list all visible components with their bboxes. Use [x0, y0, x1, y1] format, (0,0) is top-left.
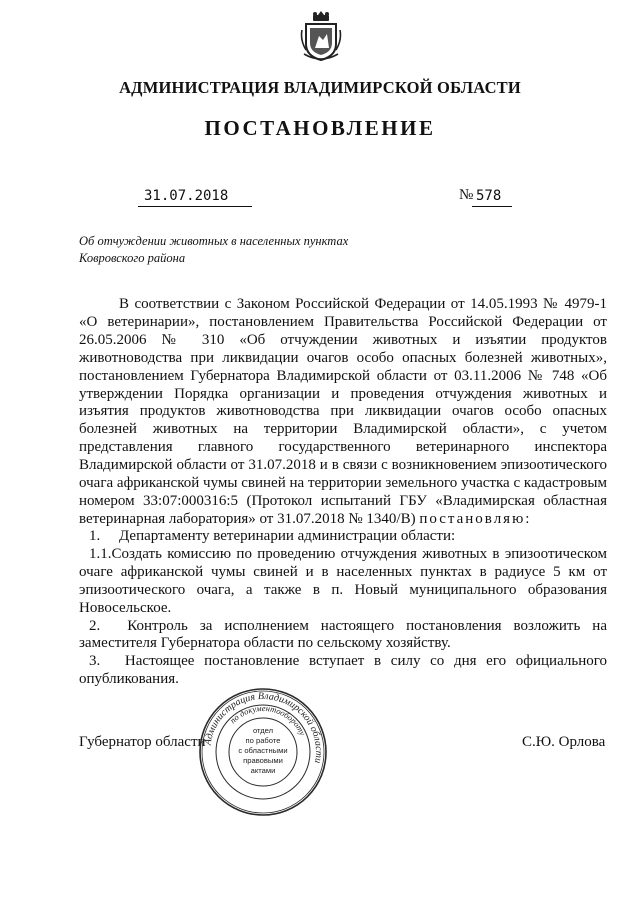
subject-line-2: Ковровского района — [79, 251, 186, 265]
decree-item-1: 1. Департаменту ветеринарии администрации области: — [89, 528, 456, 544]
date-underline — [138, 206, 252, 207]
stamp-center-line: с областными — [238, 746, 288, 755]
stamp-center-line: по работе — [245, 736, 281, 745]
signatory-title: Губернатор области — [79, 734, 206, 750]
decree-item-3: 3. Настоящее постановление вступает в силу со дня его официального опубликования. — [79, 653, 607, 688]
document-date: 31.07.2018 — [144, 188, 229, 204]
decree-item-2: 2. Контроль за исполнением настоящего постановления возложить на заместителя Губернатора области по сельскому хозяйству. — [79, 617, 607, 652]
document-type: ПОСТАНОВЛЕНИЕ — [204, 116, 436, 140]
decree-item-1-1: 1.1.Создать комиссию по проведению отчуждения животных в эпизоотическом очаге африканской чумы свиней и в населенных пунктах в радиусе 5 км от эпизоотического очага, а также в п. Новый муниципального образования Новосельское. — [79, 545, 607, 616]
stamp-center-line: актами — [250, 766, 276, 775]
preamble-paragraph — [79, 296, 607, 529]
organization-name: АДМИНИСТРАЦИЯ ВЛАДИМИРСКОЙ ОБЛАСТИ — [119, 78, 521, 97]
stamp-center-line: отдел — [252, 726, 274, 735]
number-underline — [472, 206, 512, 207]
official-stamp — [197, 686, 329, 818]
number-sign: № — [459, 187, 474, 203]
subject-line-1: Об отчуждении животных в населенных пунктах — [79, 234, 349, 248]
preamble-text: В соответствии с Законом Российской Федерации от 14.05.1993 № 4979-1 «О ветеринарии», постановлением Правительства Российской Федерации от 26.05.2006 № 310 «Об отчуждении животных и изъятии продуктов животноводства при ликвидации очагов особо опасных болезней животных», постановлением Губернатора Владимирской области от 03.11.2006 № 748 «Об утверждении Порядка организации и проведения отчуждения животных и изъятия продуктов животноводства при ликвидации очагов особо опасных болезней животных на территории Владимирской области», с учетом представления главного государственного ветеринарного инспектора Владимирской области от 31.07.2018 и в связи с возникновением эпизоотического очага африканской чумы свиней на территории земельного участка с кадастровым номером 33:07:000316:5 (Протокол испытаний ГБУ «Владимирская областная ветеринарная лаборатория» от 31.07.2018 № 1340/В) — [79, 296, 607, 527]
decree-word: постановляю: — [419, 510, 532, 527]
document-subject — [79, 233, 348, 267]
document-number: 578 — [476, 188, 502, 204]
stamp-ring-text: Администрация Владимирской области — [202, 690, 325, 765]
stamp-inner-ring-text: по документообороту — [227, 702, 309, 737]
stamp-center-line: правовыми — [243, 756, 283, 765]
signatory-name: С.Ю. Орлова — [522, 734, 606, 750]
decree-items — [79, 528, 607, 689]
coat-of-arms-icon — [300, 8, 342, 64]
